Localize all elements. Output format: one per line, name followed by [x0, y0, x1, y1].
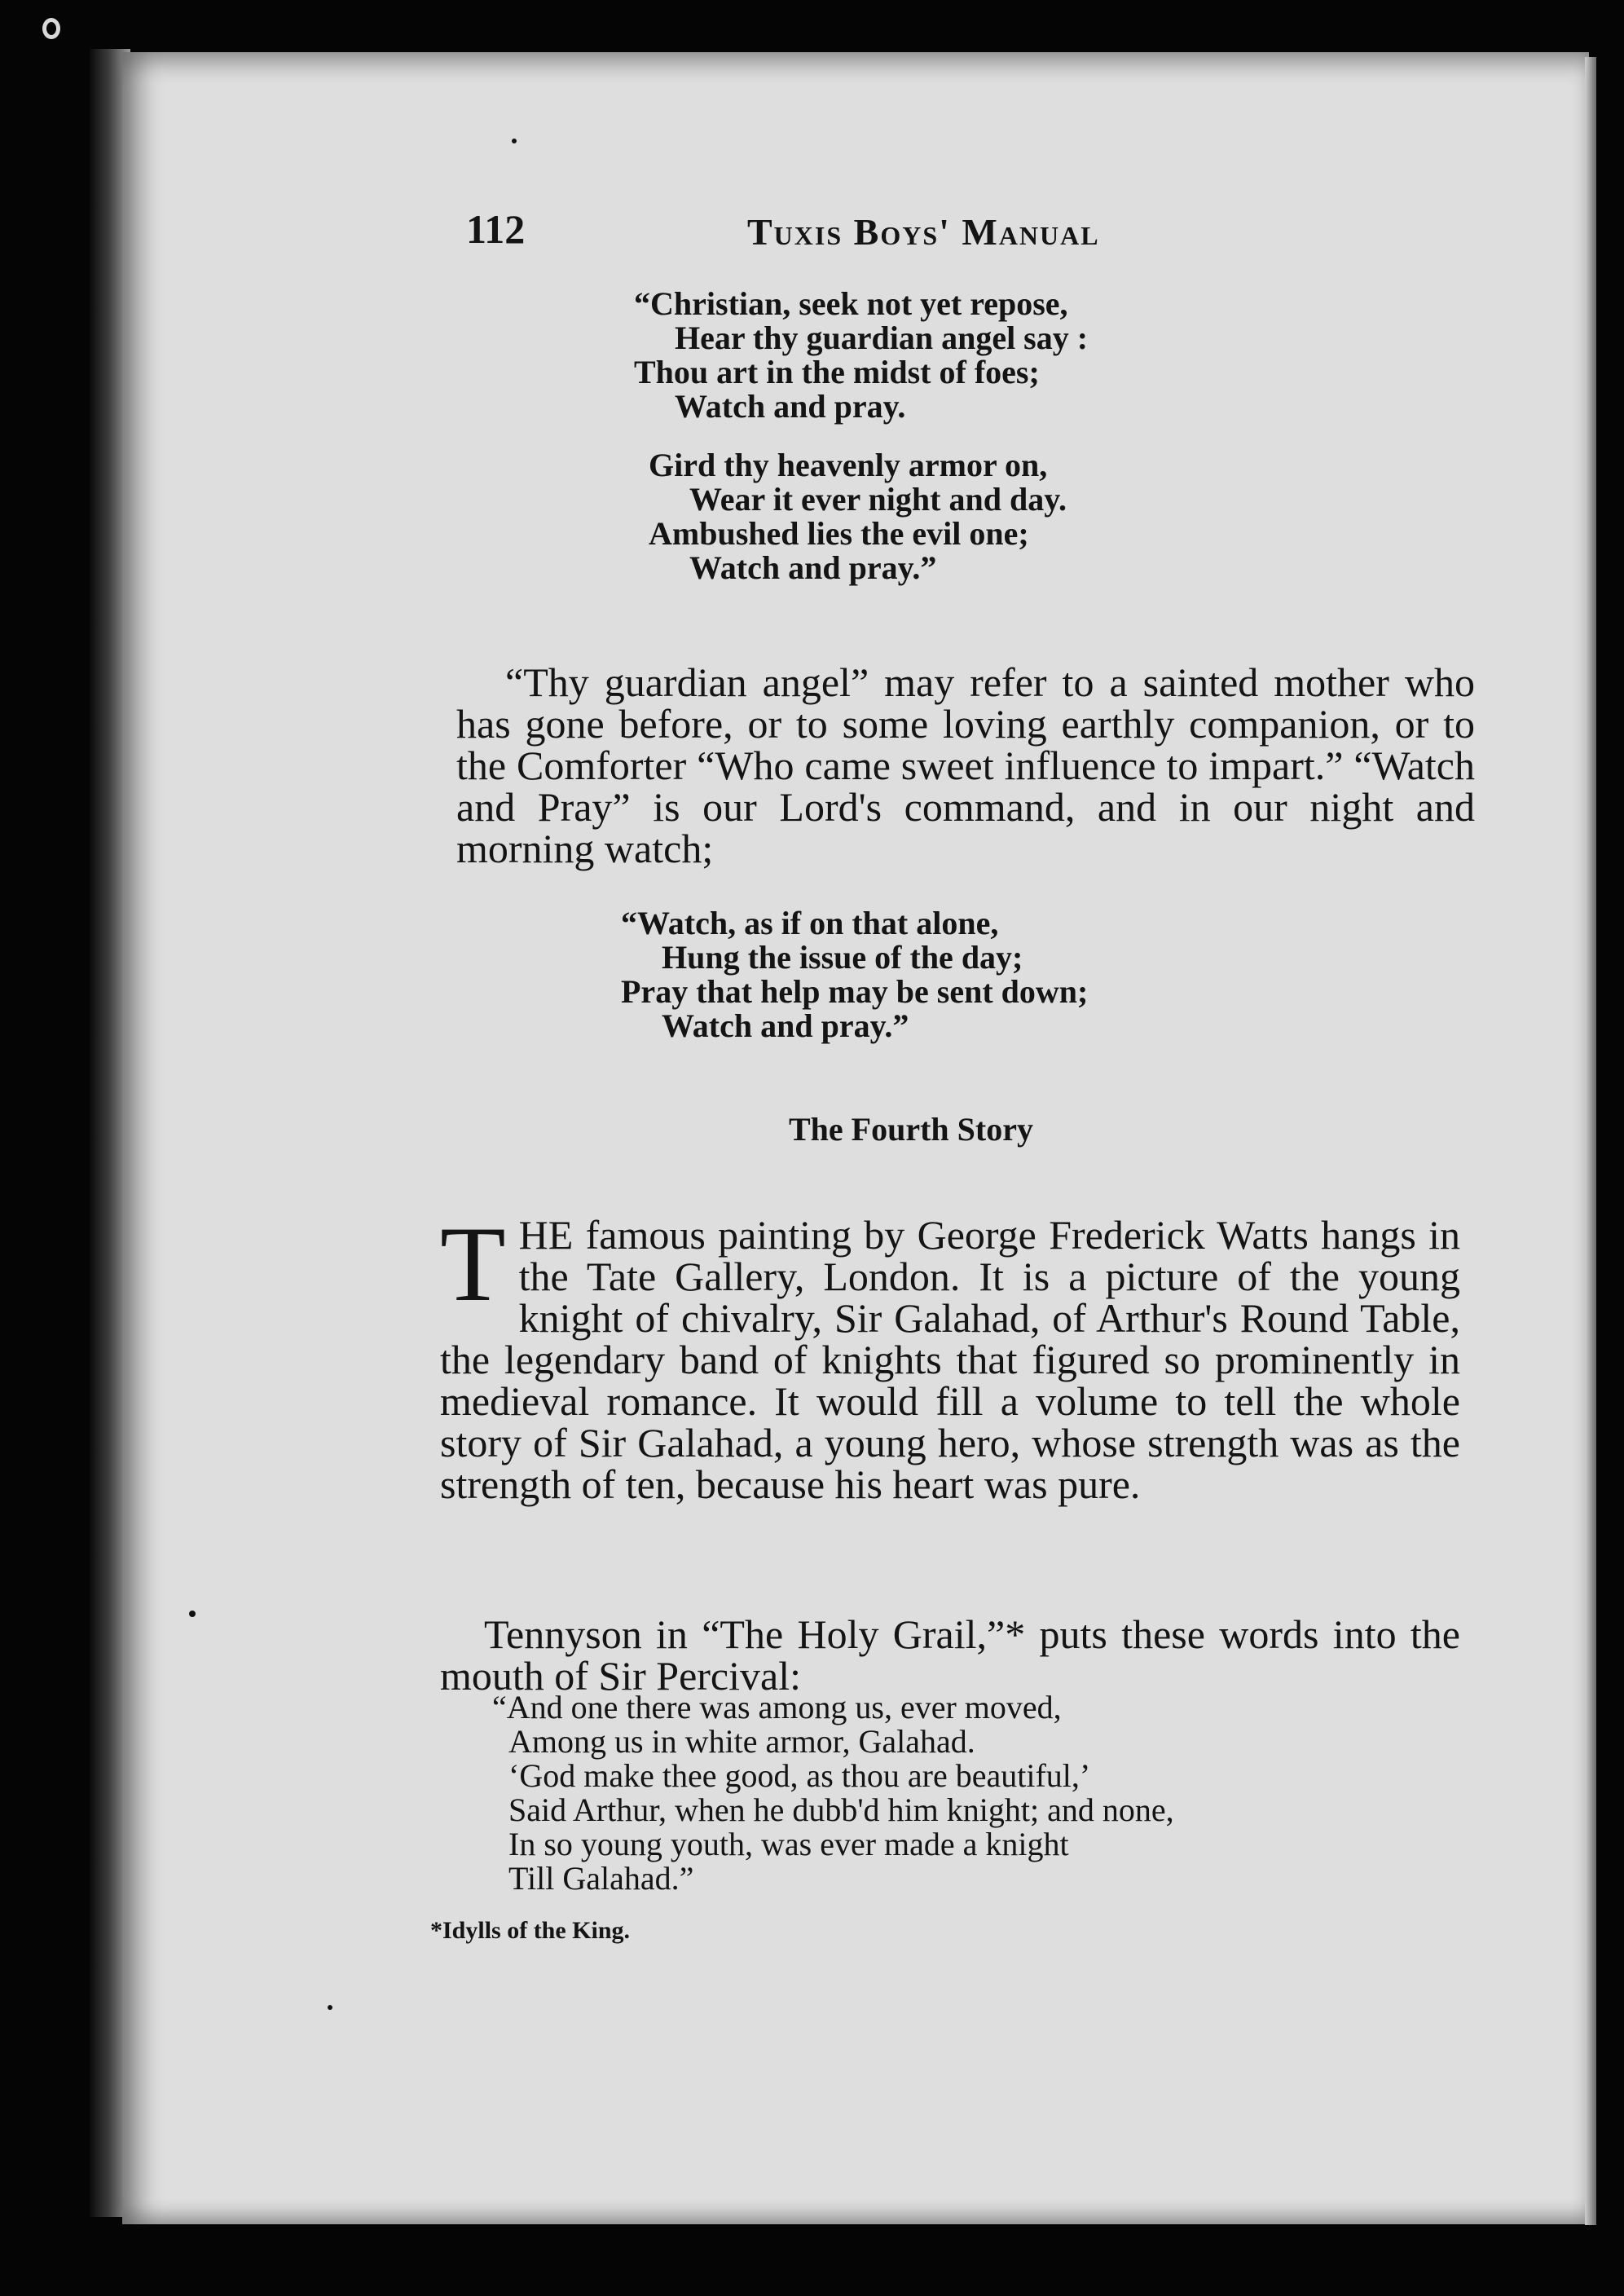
- verse-line: Watch and pray.: [675, 388, 906, 425]
- verse-line: “Watch, as if on that alone,: [621, 905, 999, 941]
- hymn-verse-2: [649, 448, 1067, 585]
- scan-speck: [328, 2005, 332, 2010]
- page-edge: [1585, 57, 1596, 2225]
- running-head: [466, 205, 1199, 262]
- paragraph-text: HE famous painting by George Frederick Watts hangs in the Tate Gallery, London. It is a picture of the young knight of chivalry, Sir Galahad, of Arthur's Round Table, the legendary band of knights that figured so prominently in medieval romance. It would fill a volume to tell the whole story of Sir Galahad, a young hero, whose strength was as the strength of ten, because his heart was pure.: [440, 1212, 1460, 1507]
- paragraph-guardian-angel: “Thy guardian angel” may refer to a sainted mother who has gone before, or to some loving earthly companion, or to the Comforter “Who came sweet influence to impart.” “Watch and Pray” is our Lord's command, and in our night and morning watch;: [456, 659, 1475, 871]
- verse-line: Among us in white armor, Galahad.: [508, 1723, 975, 1760]
- paragraph-tennyson: Tennyson in “The Holy Grail,”* puts these words into the mouth of Sir Percival:: [440, 1611, 1460, 1699]
- scan-corner-mark: [42, 18, 60, 39]
- verse-line: Said Arthur, when he dubb'd him knight; and none,: [508, 1791, 1174, 1828]
- book-title: Tuxis Boys' Manual: [747, 211, 1100, 253]
- hymn-verse-3: [621, 906, 1088, 1043]
- drop-cap: T: [440, 1204, 506, 1324]
- verse-line: Till Galahad.”: [508, 1860, 694, 1897]
- verse-line: Hung the issue of the day;: [662, 939, 1023, 976]
- verse-line: Hear thy guardian angel say :: [675, 320, 1089, 356]
- verse-line: Wear it ever night and day.: [689, 481, 1067, 518]
- poem-quotation: [492, 1690, 1174, 1896]
- verse-line: Watch and pray.”: [689, 549, 937, 586]
- verse-line: Thou art in the midst of foes;: [634, 354, 1040, 390]
- paragraph-galahad: [440, 1204, 1460, 1507]
- verse-line: Pray that help may be sent down;: [621, 973, 1089, 1010]
- scan-speck: [189, 1611, 196, 1617]
- verse-line: “And one there was among us, ever moved,: [492, 1689, 1062, 1725]
- verse-line: Watch and pray.”: [662, 1007, 909, 1044]
- verse-line: Gird thy heavenly armor on,: [649, 447, 1048, 483]
- footnote: *Idylls of the King.: [430, 1917, 631, 1944]
- verse-line: ‘God make thee good, as thou are beautiful,’: [508, 1757, 1091, 1794]
- section-heading: The Fourth Story: [789, 1111, 1033, 1148]
- page-number: 112: [466, 206, 526, 252]
- hymn-verse-1: [634, 287, 1088, 424]
- verse-line: Ambushed lies the evil one;: [649, 515, 1029, 552]
- verse-line: “Christian, seek not yet repose,: [634, 285, 1068, 322]
- verse-line: In so young youth, was ever made a knight: [508, 1826, 1069, 1862]
- scan-speck: [512, 139, 517, 143]
